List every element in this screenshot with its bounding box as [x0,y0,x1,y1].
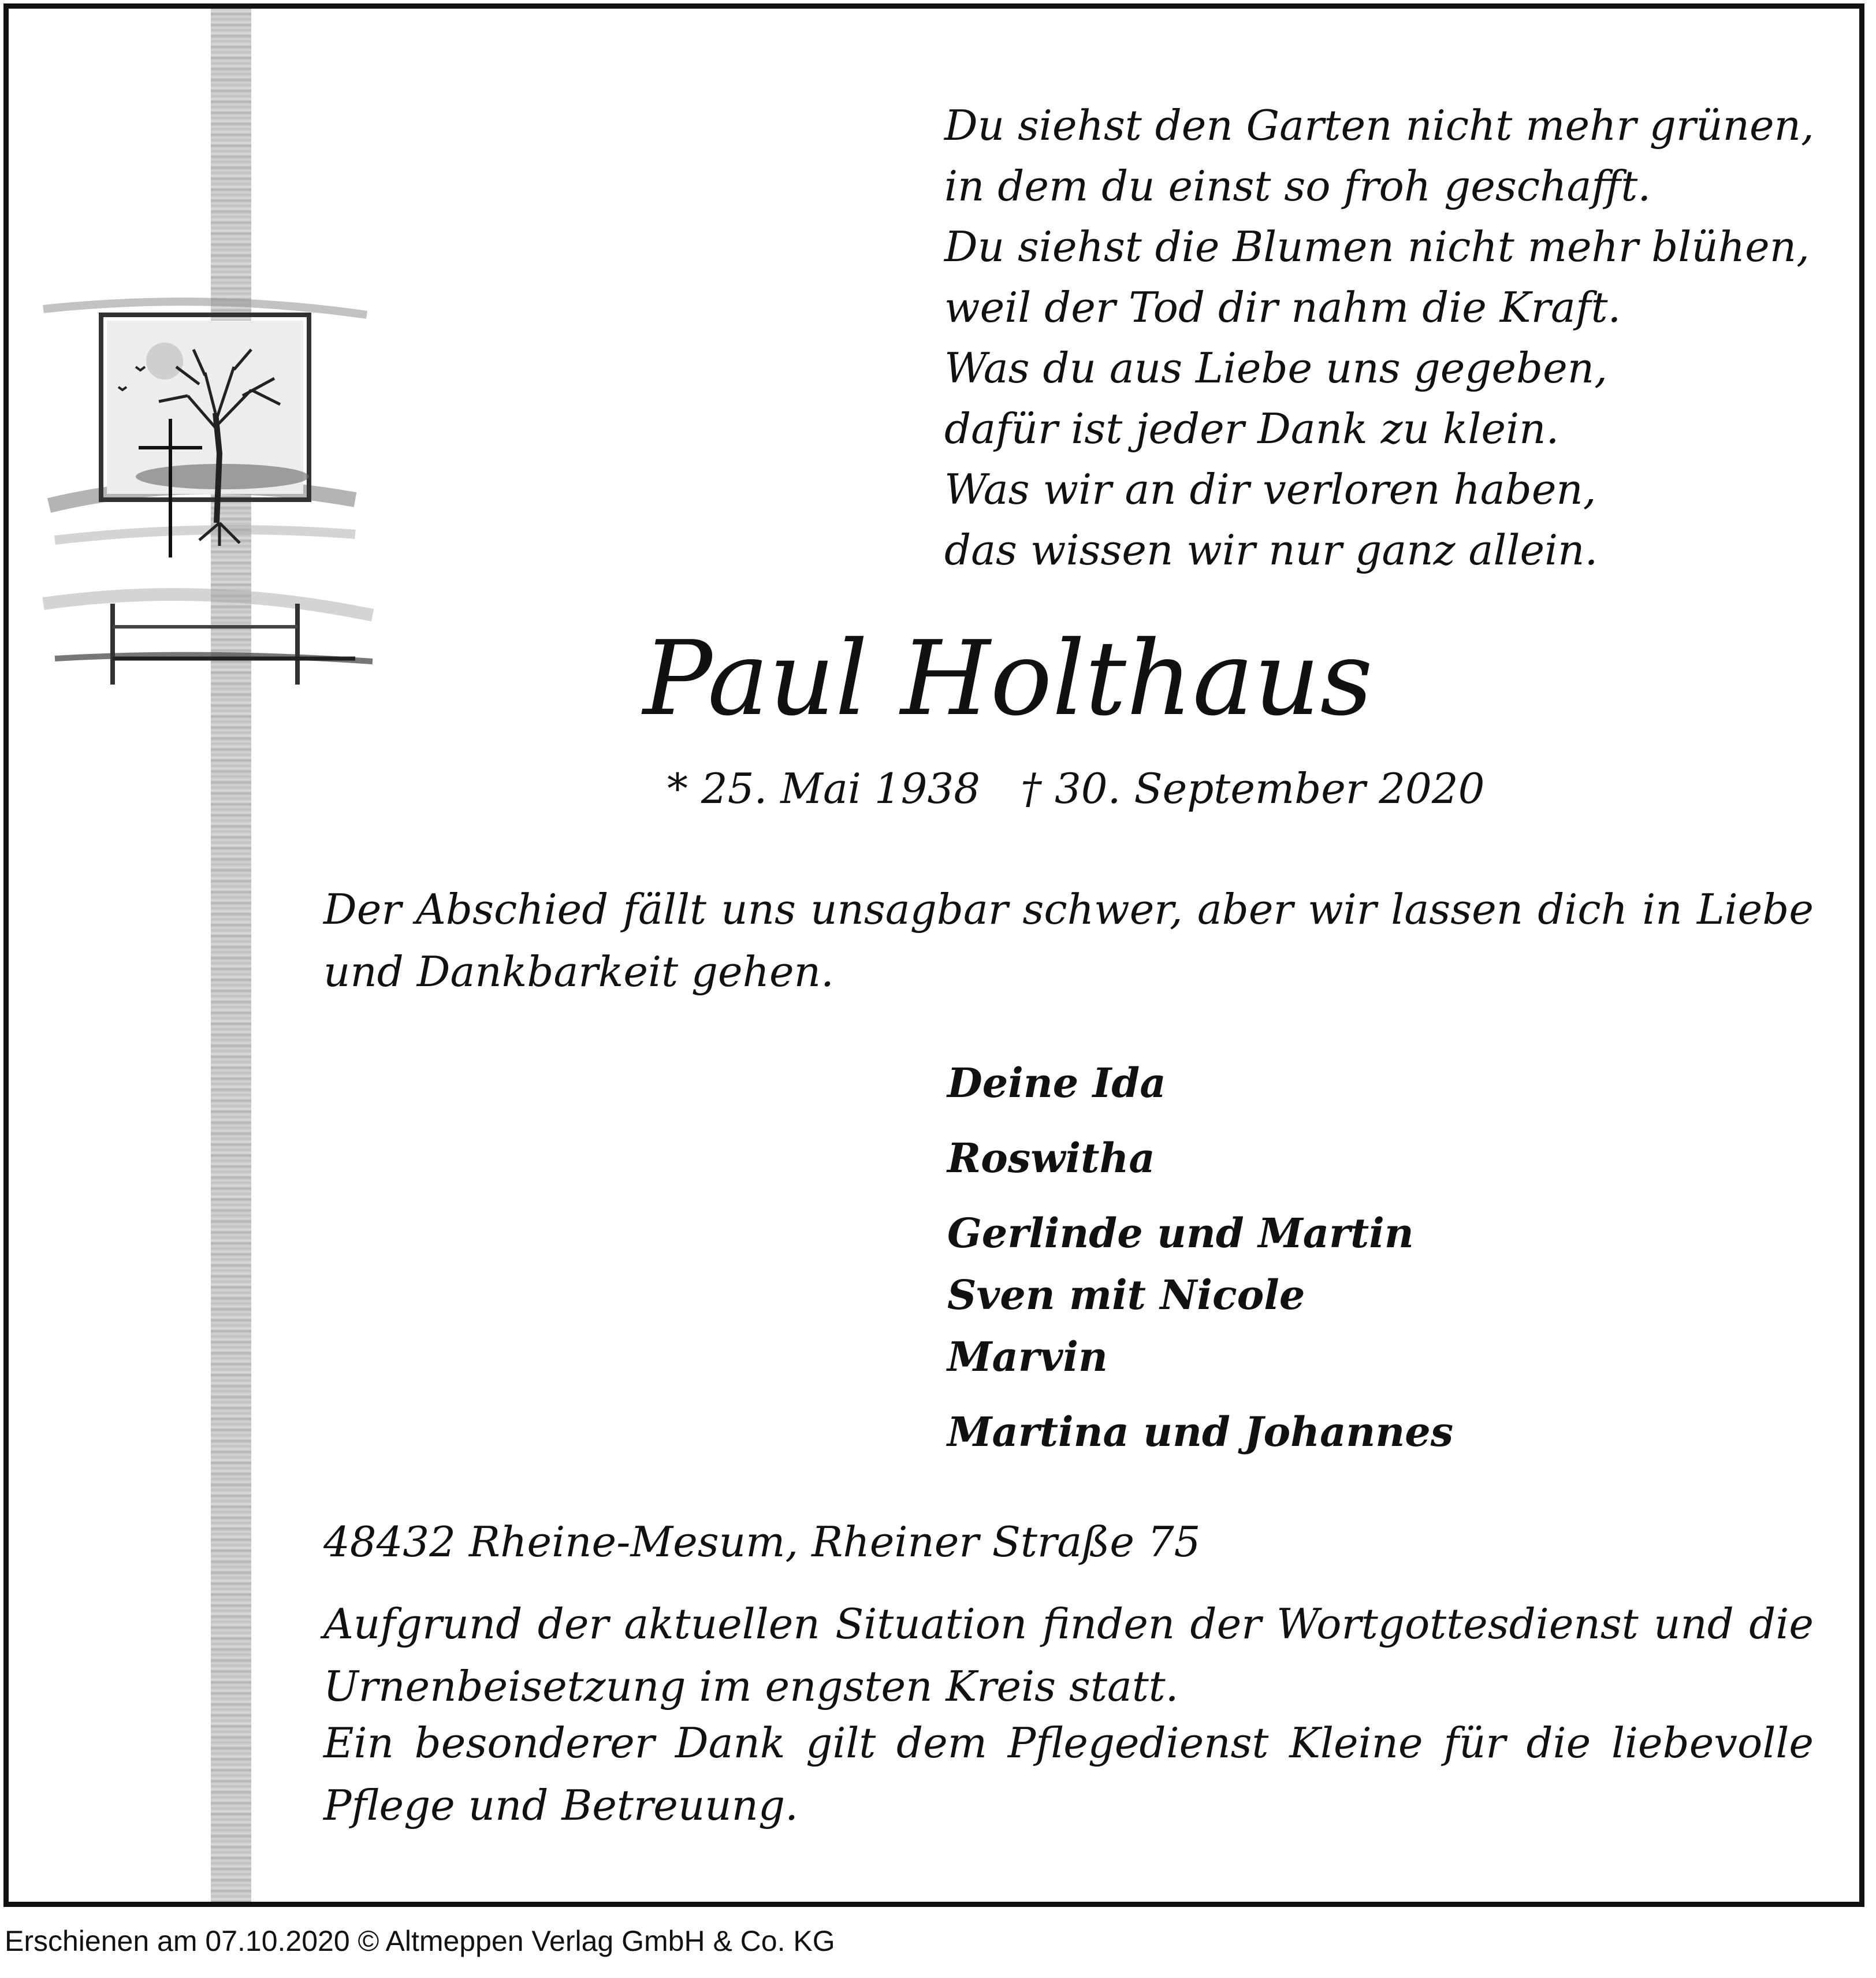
deceased-name: Paul Holthaus [643,619,1373,738]
address: 48432 Rheine-Mesum, Rheiner Straße 75 [323,1518,1201,1566]
mourner-name: Gerlinde und Martin [947,1209,1414,1257]
poem-line: Du siehst die Blumen nicht mehr blühen, [944,222,1810,271]
poem-line: Was wir an dir verloren haben, [944,465,1596,514]
poem-line: Was du aus Liebe uns gegeben, [944,344,1607,392]
mourner-name: Martina und Johannes [947,1408,1454,1456]
mourner-name: Marvin [947,1333,1108,1381]
poem-line: das wissen wir nur ganz allein. [944,526,1598,574]
mourner-name: Deine Ida [947,1059,1166,1107]
service-notice: Aufgrund der aktuellen Situation finden der Wortgottesdienst und die Urnenbeisetzung im engsten Kreis statt. [323,1600,1814,1711]
publication-footer: Erschienen am 07.10.2020 © Altmeppen Verlag GmbH & Co. KG [5,1925,835,1957]
poem-line: weil der Tod dir nahm die Kraft. [944,283,1621,332]
poem-line: in dem du einst so froh geschafft. [944,162,1651,210]
poem-line: Du siehst den Garten nicht mehr grünen, [944,101,1814,150]
life-dates [667,760,1484,817]
thanks-text: Ein besonderer Dank gilt dem Pflegedienst Kleine für die liebevolle Pflege und Betreuung. [323,1719,1814,1830]
farewell-text: Der Abschied fällt uns unsagbar schwer, aber wir lassen dich in Liebe und Dankbarkeit gehen. [323,885,1814,996]
poem [944,95,1814,581]
death-date: † 30. September 2020 [1021,764,1485,813]
mourner-name: Sven mit Nicole [947,1271,1305,1319]
mourner-name: Roswitha [947,1134,1155,1182]
obituary-frame [3,3,1864,1907]
birth-date: * 25. Mai 1938 [667,764,981,813]
poem-line: dafür ist jeder Dank zu klein. [944,404,1559,453]
